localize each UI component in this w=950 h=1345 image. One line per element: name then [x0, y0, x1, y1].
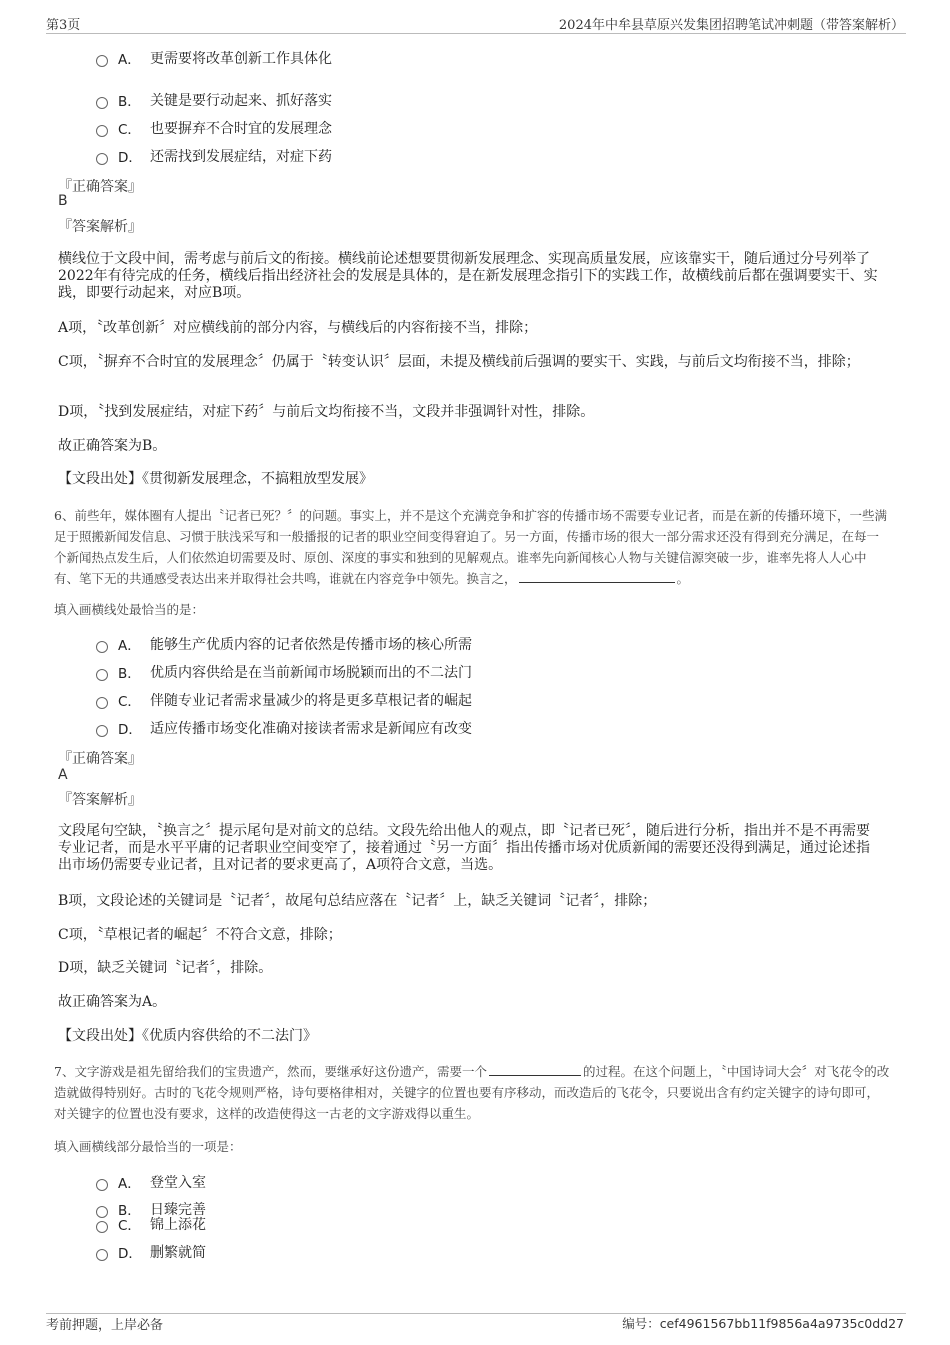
q6-option-b[interactable]: B． 优质内容供给是在当前新闻市场脱颖而出的不二法门	[96, 662, 472, 682]
radio-icon[interactable]	[96, 153, 108, 165]
radio-icon[interactable]	[96, 669, 108, 681]
q5-option-a[interactable]: A． 更需要将改革创新工作具体化	[96, 48, 332, 68]
page-number: 第3页	[46, 18, 81, 33]
q6-answer-label: 『正确答案』	[58, 751, 142, 767]
q7-option-d[interactable]: D． 删繁就简	[96, 1242, 206, 1262]
q5-option-d[interactable]: D． 还需找到发展症结，对症下药	[96, 146, 332, 166]
q6-stem: 6、前些年，媒体圈有人提出〝记者已死？〞的问题。事实上，并不是这个充满竞争和扩容的传播市场不需要专业记者，而是在新的传播环境下，一些满足于照搬新闻发信息、习惯于肤浅采写和一般播报的记者的职业空间变得窘迫了。另一方面，传播市场的很大一部分需求还没有得到充分满足，在每一个新闻热点发生后，人们依然迫切需要及时、原创、深度的事实和独到的见解观点。谁率先向新闻核心人物与关键信源突破一步，谁率先将人人心中有、笔下无的共通感受表达出来并取得社会共鸣，谁就在内容竞争中领先。换言之， 。	[54, 508, 887, 586]
q5-analysis-d: D项，〝找到发展症结，对症下药〞与前后文均衔接不当，文段并非强调针对性，排除。	[58, 404, 595, 420]
radio-icon[interactable]	[96, 125, 108, 137]
document-title: 2024年中牟县草原兴发集团招聘笔试冲刺题（带答案解析）	[558, 18, 904, 33]
radio-icon[interactable]	[96, 1221, 108, 1233]
q5-analysis-label: 『答案解析』	[58, 219, 142, 235]
q5-option-c[interactable]: C． 也要摒弃不合时宜的发展理念	[96, 118, 332, 138]
q7-option-b[interactable]: B． 日臻完善	[96, 1199, 206, 1219]
q7-stem: 7、文字游戏是祖先留给我们的宝贵遗产，然而，要继承好这份遗产，需要一个 的过程。在这个问题上，〝中国诗词大会〞对飞花令的改造就做得特别好。古时的飞花令规则严格，诗句要格律相对，关键字的位置也要有序移动，而改造后的飞花令，只要说出含有约定关键字的诗句即可，对关键字的位置也没有要求，这样的改造使得这一古老的文字游戏得以重生。	[54, 1064, 890, 1121]
q7-option-a[interactable]: A． 登堂入室	[96, 1172, 206, 1192]
q5-source: 【文段出处】《贯彻新发展理念，不搞粗放型发展》	[58, 471, 373, 487]
q6-option-d[interactable]: D． 适应传播市场变化准确对接读者需求是新闻应有改变	[96, 718, 472, 738]
q6-analysis-main: 文段尾句空缺，〝换言之〞提示尾句是对前文的总结。文段先给出他人的观点，即〝记者已死〞，随后进行分析，指出并不是不再需要专业记者，而是水平平庸的记者职业空间变窄了，接着通过〝另一方面〞指出传播市场对优质新闻的需要还没得到满足，通过论述指出市场仍需要专业记者，且对记者的要求更高了，A项符合文意，当选。	[58, 823, 870, 873]
q6-prompt: 填入画横线处最恰当的是：	[54, 602, 205, 617]
q5-conclusion: 故正确答案为B。	[58, 438, 167, 454]
footer-document-id: 编号：cef4961567bb11f9856a4a9735c0dd27	[622, 1316, 904, 1331]
answer-blank	[489, 1063, 581, 1076]
q6-option-c[interactable]: C． 伴随专业记者需求量减少的将是更多草根记者的崛起	[96, 690, 472, 710]
radio-icon[interactable]	[96, 697, 108, 709]
q6-analysis-b: B项，文段论述的关键词是〝记者〞，故尾句总结应落在〝记者〞上，缺乏关键词〝记者〞，排除；	[58, 893, 657, 909]
q5-answer-label: 『正确答案』	[58, 179, 142, 195]
radio-icon[interactable]	[96, 1249, 108, 1261]
radio-icon[interactable]	[96, 97, 108, 109]
q6-analysis-d: D项，缺乏关键词〝记者〞，排除。	[58, 960, 273, 976]
q6-option-a[interactable]: A． 能够生产优质内容的记者依然是传播市场的核心所需	[96, 634, 472, 654]
q7-option-c[interactable]: C． 锦上添花	[96, 1214, 206, 1234]
footer-slogan: 考前押题，上岸必备	[46, 1318, 164, 1333]
q5-option-b[interactable]: B． 关键是要行动起来、抓好落实	[96, 90, 332, 110]
q5-analysis-c: C项，〝摒弃不合时宜的发展理念〞仍属于〝转变认识〞层面，未提及横线前后强调的要实干、实践，与前后文均衔接不当，排除；	[58, 354, 860, 370]
q7-prompt: 填入画横线部分最恰当的一项是：	[54, 1139, 242, 1154]
radio-icon[interactable]	[96, 55, 108, 67]
header-divider	[46, 33, 906, 34]
q6-analysis-c: C项，〝草根记者的崛起〞不符合文意，排除；	[58, 927, 342, 943]
q6-answer: A	[58, 767, 68, 783]
q5-analysis-a: A项，〝改革创新〞对应横线前的部分内容，与横线后的内容衔接不当，排除；	[58, 320, 538, 336]
q5-answer: B	[58, 193, 68, 209]
radio-icon[interactable]	[96, 725, 108, 737]
q6-source: 【文段出处】《优质内容供给的不二法门》	[58, 1028, 317, 1044]
radio-icon[interactable]	[96, 641, 108, 653]
q5-analysis-main: 横线位于文段中间，需考虑与前后文的衔接。横线前论述想要贯彻新发展理念、实现高质量发展，应该靠实干，随后通过分号列举了2022年有待完成的任务，横线后指出经济社会的发展是具体的，是在新发展理念指引下的实践工作，故横线前后都在强调要实干、实践，即要行动起来，对应B项。	[58, 251, 878, 301]
answer-blank	[519, 570, 675, 583]
radio-icon[interactable]	[96, 1179, 108, 1191]
q6-analysis-label: 『答案解析』	[58, 792, 142, 808]
q6-conclusion: 故正确答案为A。	[58, 994, 167, 1010]
